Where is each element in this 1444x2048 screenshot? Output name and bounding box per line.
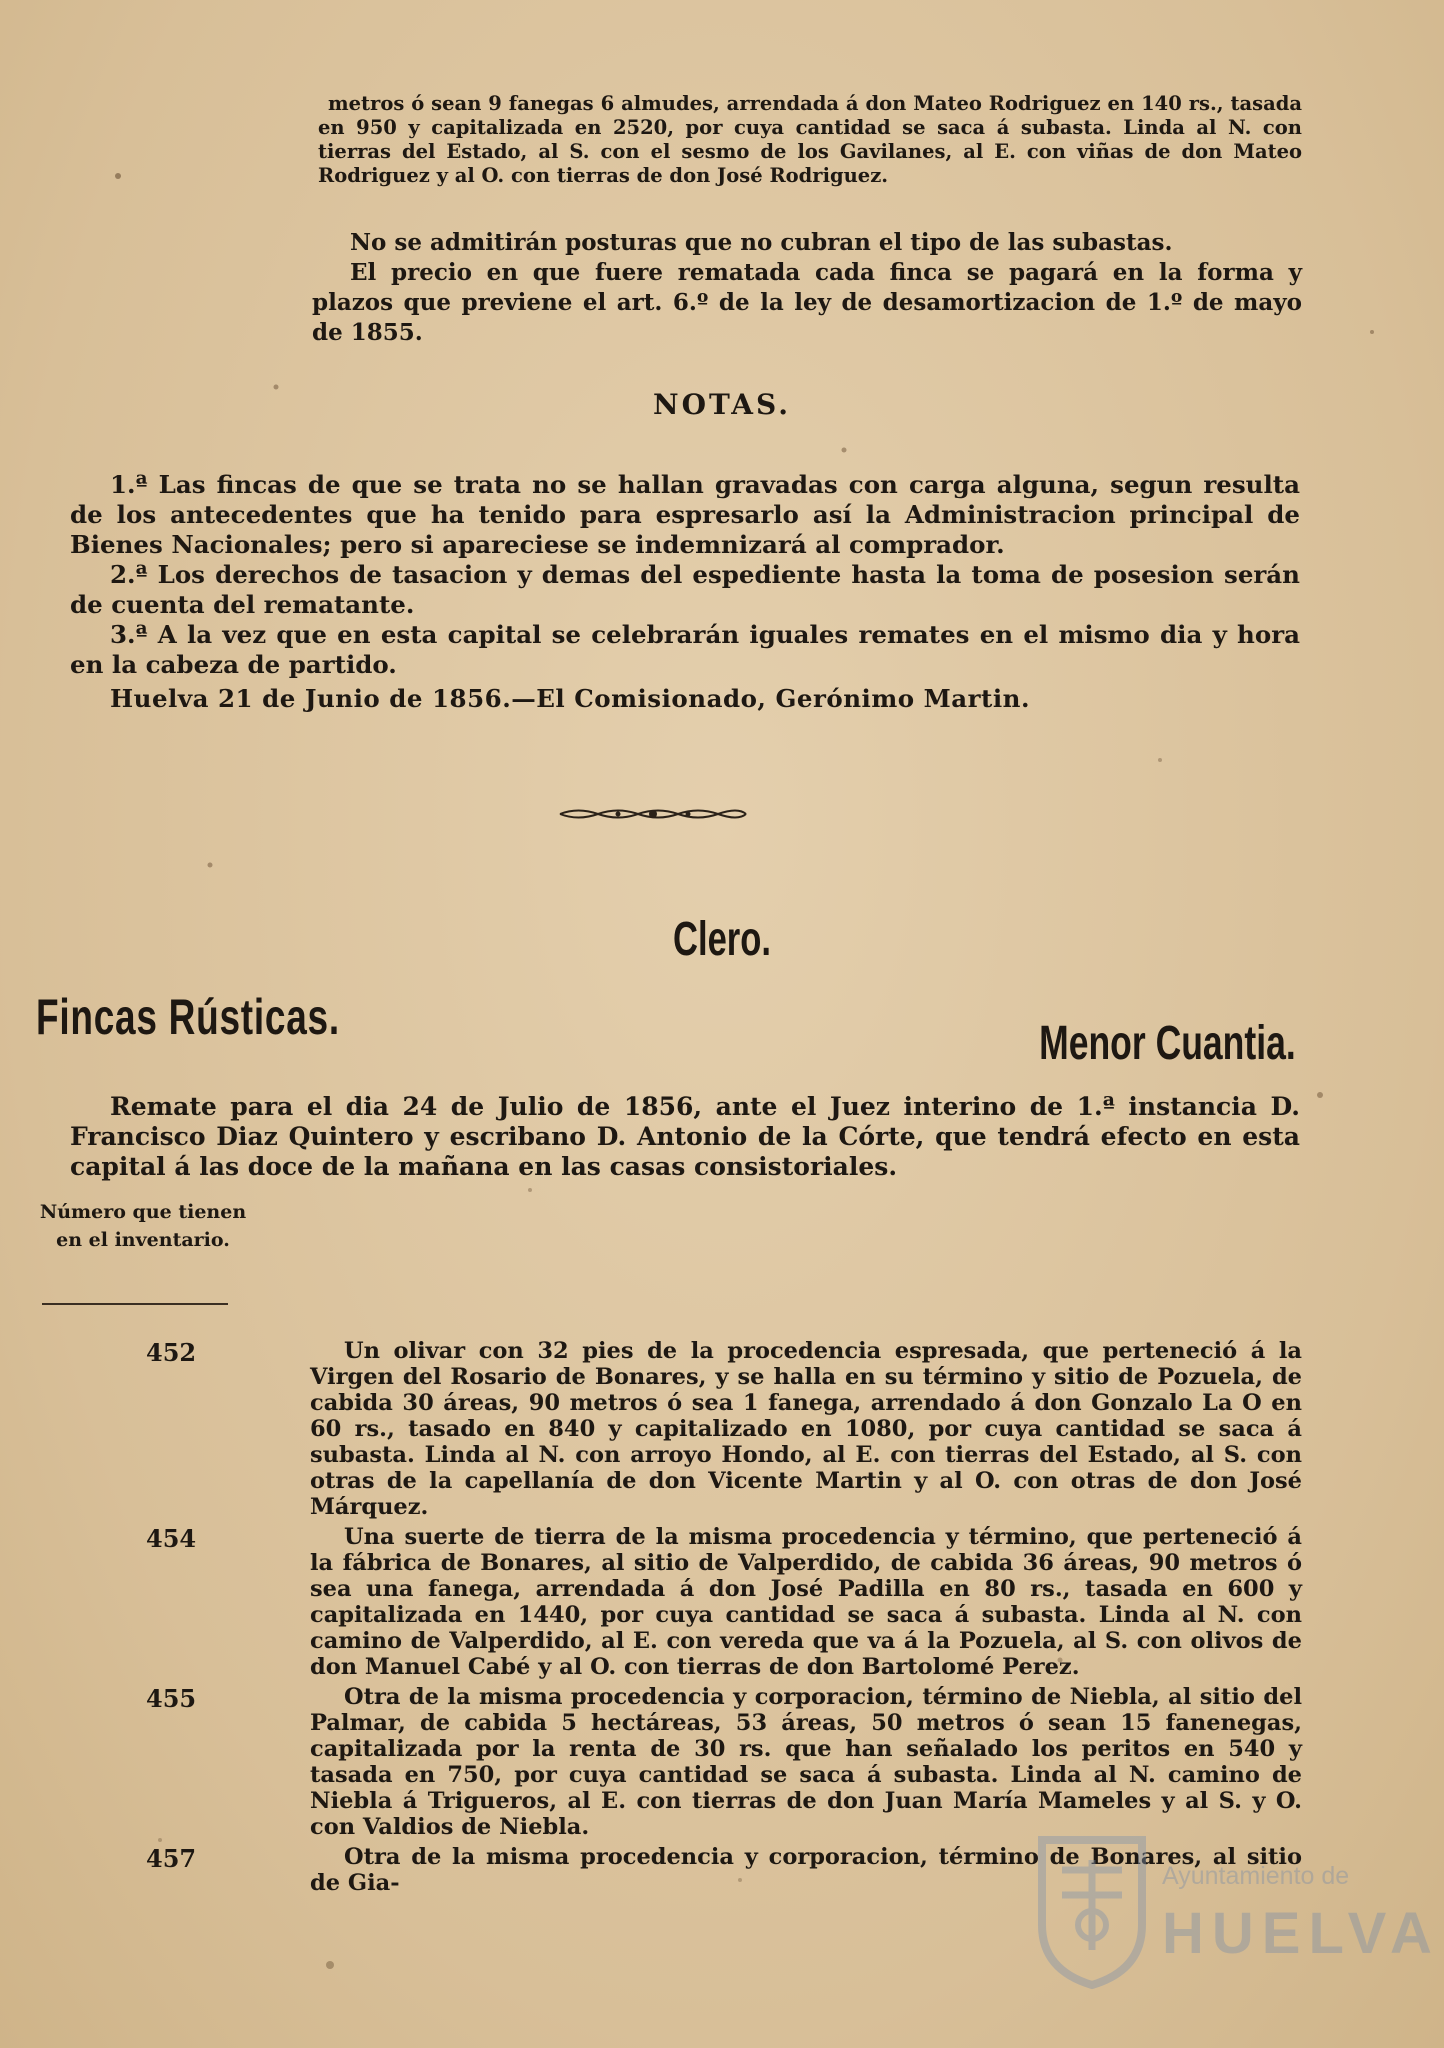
notas-list <box>70 470 1300 714</box>
entry-text: Una suerte de tierra de la misma procedencia y término, que perteneció á la fábrica de Bonares, al sitio de Valperdido, de cabida 36 áreas, 90 metros ó sea una fanega, arrendada á don José Padilla en 80 rs., tasada en 600 y capitalizada en 1440, por cuya cantidad se saca á subasta. Linda al N. con camino de Valperdido, al E. con vereda que va á la Pozuela, al S. con olivos de don Manuel Cabé y al O. con tierras de don Bartolomé Perez. <box>310 1524 1302 1680</box>
signature-line: Huelva 21 de Junio de 1856.—El Comisionado, Gerónimo Martin. <box>110 684 1031 713</box>
intro-paragraph: metros ó sean 9 fanegas 6 almudes, arrendada á don Mateo Rodriguez en 140 rs., tasada en 950 y capitalizada en 2520, por cuya cantidad se saca á subasta. Linda al N. con tierras del Estado, al S. con el sesmo de los Gavilanes, al E. con viñas de don Mateo Rodriguez y al O. con tierras de don José Rodriguez. <box>318 92 1302 187</box>
entry-number: 455 <box>146 1684 197 1713</box>
entry-text: Un olivar con 32 pies de la procedencia espresada, que perteneció á la Virgen del Rosario de Bonares, y se halla en su término y sitio de Pozuela, de cabida 30 áreas, 90 metros ó sea 1 fanega, arrendado á don Gonzalo La O en 60 rs., tasado en 840 y capitalizado en 1080, por cuya cantidad se saca á subasta. Linda al N. con arroyo Hondo, al E. con tierras del Estado, al S. con otras de la capellanía de don Vicente Martin y al O. con otras de don José Márquez. <box>310 1338 1302 1520</box>
watermark-line1: Ayuntamiento de <box>1162 1862 1350 1890</box>
nota-2: 2.ª Los derechos de tasacion y demas del espediente hasta la toma de posesion serán de cuenta del rematante. <box>70 560 1300 619</box>
inventory-entry <box>40 1338 1302 1520</box>
city-crest-icon <box>1032 1830 1152 1990</box>
remate-paragraph: Remate para el dia 24 de Julio de 1856, ante el Juez interino de 1.ª instancia D. Francisco Diaz Quintero y escribano D. Antonio de la Córte, que tendrá efecto en esta capital á las doce de la mañana en las casas consistoriales. <box>70 1092 1300 1181</box>
section-title: Clero. <box>673 913 771 966</box>
entry-number: 457 <box>146 1844 197 1873</box>
inventory-entry <box>40 1524 1302 1680</box>
clause-2: El precio en que fuere rematada cada finca se pagará en la forma y plazos que previene el art. 6.º de la ley de desamortizacion de 1.º de mayo de 1855. <box>312 259 1302 346</box>
column-rule <box>42 1303 228 1305</box>
entry-text: Otra de la misma procedencia y corporacion, término de Niebla, al sitio del Palmar, de cabida 5 hectáreas, 53 áreas, 50 metros ó sean 15 fanenegas, capitalizada por la renta de 30 rs. que han señalado los peritos en 540 y tasada en 750, por cuya cantidad se saca á subasta. Linda al N. camino de Niebla á Trigueros, al E. con tierras de don Juan María Mameles y al S. y O. con Valdios de Niebla. <box>310 1684 1302 1840</box>
entry-number: 454 <box>146 1524 197 1553</box>
entry-number: 452 <box>146 1338 197 1367</box>
clause-1: No se admitirán posturas que no cubran el tipo de las subastas. <box>350 229 1173 256</box>
inventory-column-header: Número que tienen en el inventario. <box>39 1201 247 1251</box>
fincas-rusticas-heading: Fincas Rústicas. <box>36 989 340 1045</box>
menor-cuantia-heading: Menor Cuantia. <box>1039 1017 1296 1070</box>
nota-3: 3.ª A la vez que en esta capital se celebrarán iguales remates en el mismo dia y hora en la cabeza de partido. <box>70 620 1300 679</box>
inventory-entries <box>40 1338 1302 1900</box>
watermark-line2: HUELVA <box>1162 1901 1440 1966</box>
nota-1: 1.ª Las fincas de que se trata no se hallan gravadas con carga alguna, segun resulta de los antecedentes que ha tenido para espresarlo así la Administracion principal de Bienes Nacionales; pero si apareciese se indemnizará al comprador. <box>70 470 1300 559</box>
ornament-divider <box>558 806 748 822</box>
entry-text: Otra de la misma procedencia y corporacion, término de Bonares, al sitio de Gia- <box>310 1844 1302 1896</box>
ayuntamiento-watermark <box>1032 1830 1440 2000</box>
notas-title: NOTAS. <box>653 388 791 421</box>
subasta-clauses <box>312 228 1302 348</box>
inventory-entry <box>40 1684 1302 1840</box>
